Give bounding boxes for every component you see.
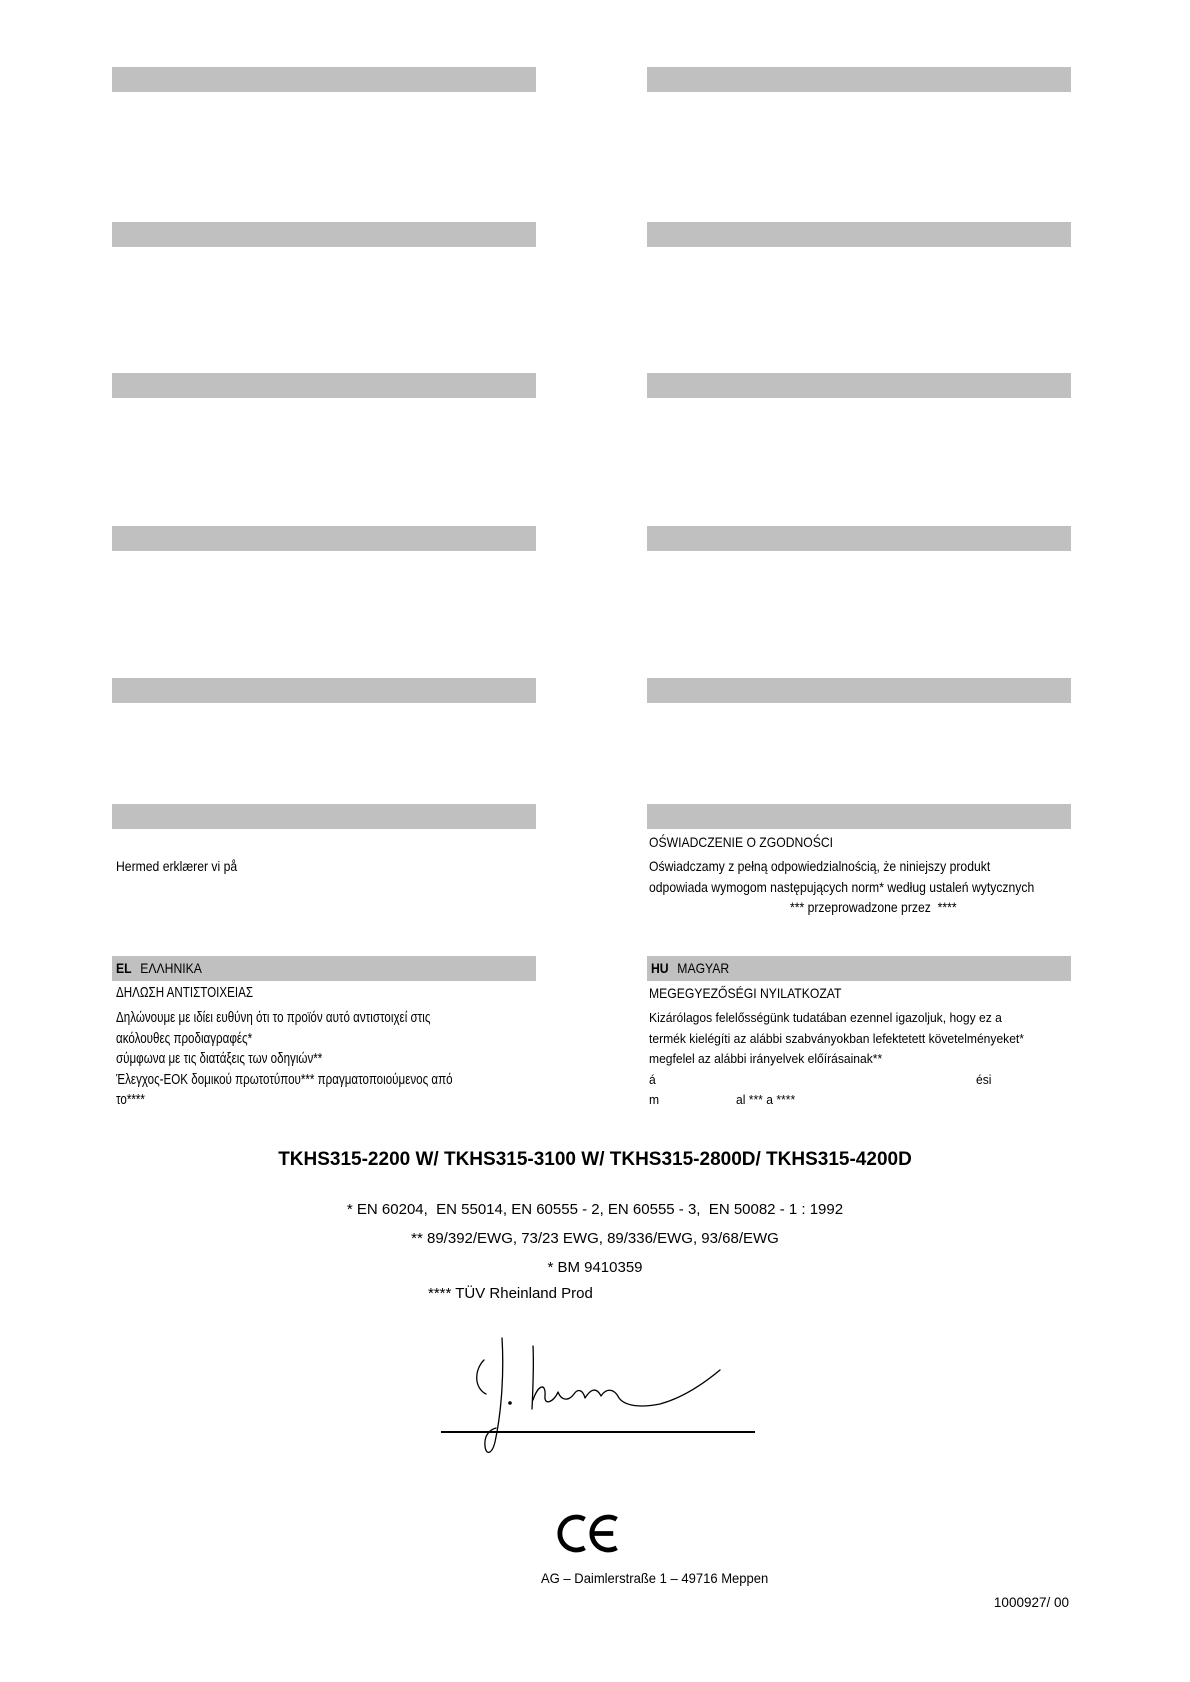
company-address: AG – Daimlerstraße 1 – 49716 Meppen	[541, 1570, 769, 1586]
section-header-bar	[647, 373, 1071, 398]
da-intro-text: Hermed erklærer vi på	[116, 858, 238, 874]
el-line: σύμφωνα με τις διατάξεις των οδηγιών**	[116, 1051, 323, 1067]
section-header-bar	[647, 678, 1071, 703]
document-number: 1000927/ 00	[993, 1595, 1069, 1610]
section-header-bar	[112, 804, 536, 829]
signature-stroke	[477, 1360, 486, 1394]
section-header-bar	[112, 67, 536, 92]
section-header-hu	[647, 956, 1071, 981]
hu-line: termék kielégíti az alábbi szabványokban lefektetett követelményeket*	[649, 1031, 1025, 1046]
product-models: TKHS315-2200 W/ TKHS315-3100 W/ TKHS315-2800D/ TKHS315-4200D	[278, 1149, 912, 1170]
hu-line: Kizárólagos felelősségünk tudatában ezennel igazoljuk, hogy ez a	[649, 1010, 1002, 1025]
signature-dot	[508, 1401, 512, 1405]
pl-line: Oświadczamy z pełną odpowiedzialnością, że niniejszy produkt	[649, 858, 991, 874]
section-header-bar	[647, 222, 1071, 247]
section-header-bar	[647, 67, 1071, 92]
section-header-label	[116, 956, 202, 981]
ce-mark-icon	[557, 1513, 621, 1554]
section-header-label	[651, 956, 729, 981]
section-header-bar	[647, 526, 1071, 551]
el-line: Δηλώνουμε με ιδίει ευθύνη ότι το προϊόν αυτό αντιστοιχεί στις	[116, 1010, 431, 1026]
section-header-el	[112, 956, 536, 981]
pl-line: odpowiada wymogom następujących norm* według ustaleń wytycznych	[649, 879, 1035, 895]
signature	[462, 1330, 732, 1460]
section-header-bar	[112, 526, 536, 551]
language-code: HU	[651, 960, 669, 976]
el-line: το****	[116, 1092, 145, 1108]
notified-body: **** TÜV Rheinland Prod	[428, 1285, 593, 1302]
standards-list: * EN 60204, EN 55014, EN 60555 - 2, EN 60555 - 3, EN 50082 - 1 : 1992	[346, 1201, 844, 1218]
language-name: MAGYAR	[677, 960, 730, 976]
signature-line	[441, 1431, 755, 1433]
section-header-bar	[112, 373, 536, 398]
el-heading: ΔΗΛΩΣΗ ΑΝΤΙΣΤΟΙΧΕΙΑΣ	[116, 985, 253, 1001]
language-code: EL	[116, 960, 132, 976]
directives-list: ** 89/392/EWG, 73/23 EWG, 89/336/EWG, 93/68/EWG	[411, 1230, 779, 1247]
language-name: ΕΛΛΗΝΙΚΑ	[140, 960, 202, 976]
hu-heading: MEGEGYEZŐSÉGI NYILATKOZAT	[649, 985, 842, 1001]
section-header-bar	[112, 222, 536, 247]
hu-fragment: m	[649, 1092, 660, 1107]
hu-fragment: á	[649, 1072, 656, 1087]
el-line: Έλεγχος-ΕΟΚ δομικού πρωτοτύπου*** πραγματοποιούμενος από	[116, 1072, 453, 1088]
pl-heading: OŚWIADCZENIE O ZGODNOŚCI	[649, 834, 834, 850]
certificate-number: * BM 9410359	[547, 1259, 643, 1276]
hu-line: megfelel az alábbi irányelvek előírásainak**	[649, 1051, 883, 1066]
hu-fragment: ési	[976, 1072, 992, 1087]
signature-stroke	[533, 1370, 720, 1406]
hu-fragment: al *** a ****	[736, 1092, 796, 1107]
signature-stroke	[485, 1338, 503, 1452]
section-header-bar	[112, 678, 536, 703]
pl-line: *** przeprowadzone przez ****	[790, 899, 957, 915]
el-line: ακόλουθες προδιαγραφές*	[116, 1031, 253, 1047]
section-header-bar	[647, 804, 1071, 829]
